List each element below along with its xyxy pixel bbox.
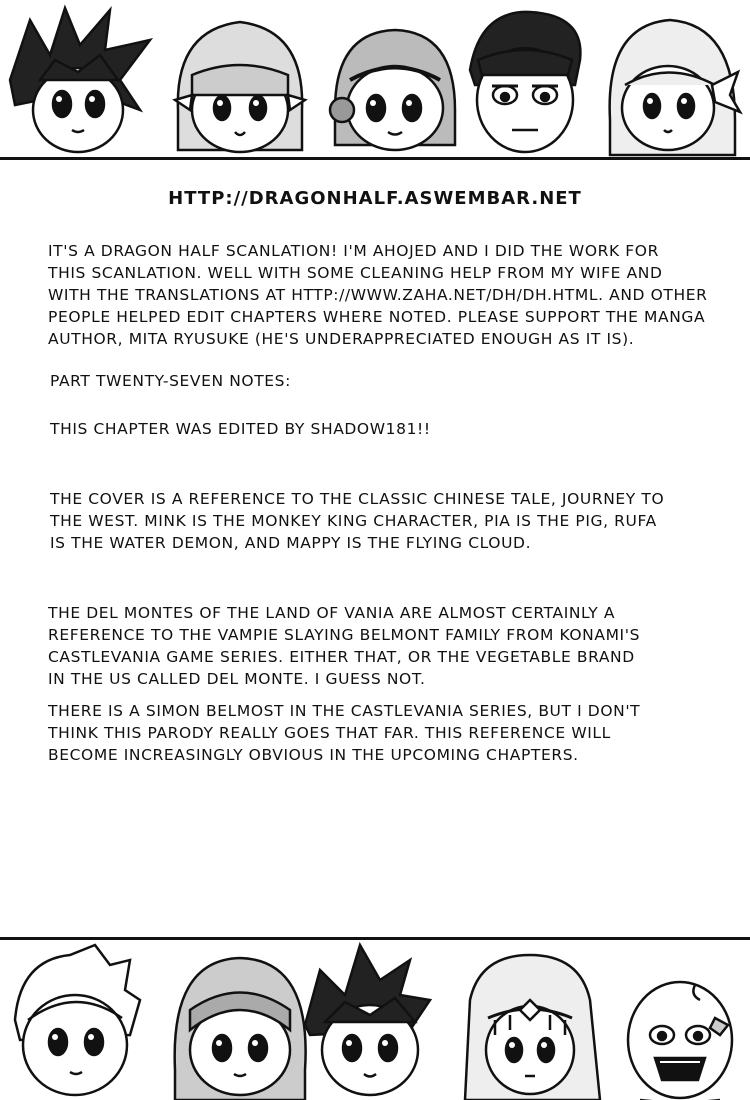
ribbon-girl-face-icon xyxy=(610,20,740,155)
intro-paragraph: IT'S A DRAGON HALF SCANLATION! I'M AHOJED AND I DID THE WORK FOR THIS SCANLATION. WELL WITH SOME CLEANING HELP FROM MY WIFE AND WITH THE TRANSLATIONS AT HTTP://WWW.ZAHA.NET/DH/DH.HTML. AND OTHER PEOPLE HELPED EDIT CHAPTERS WHERE NOTED. PLEASE SUPPORT THE MANGA AUTHOR, MITA RYUSUKE (HE'S UNDERAPPRECIATED ENOUGH AS IT IS). xyxy=(48,242,708,348)
del-monte-paragraph: THE DEL MONTES OF THE LAND OF VANIA ARE ALMOST CERTAINLY A REFERENCE TO THE VAMPIE SLAYING BELMONT FAMILY FROM KONAMI'S CASTLEVANIA GAME SERIES. EITHER THAT, OR THE VEGETABLE BRAND IN THE US CALLED DEL MONTE. I GUESS NOT. xyxy=(48,604,641,688)
spiky-hair-boy-face-icon xyxy=(10,8,150,152)
spiky-hair-boy-face-icon xyxy=(305,945,430,1095)
simon-belmost-paragraph: THERE IS A SIMON BELMOST IN THE CASTLEVANIA SERIES, BUT I DON'T THINK THIS PARODY REALLY GOES THAT FAR. THIS REFERENCE WILL BECOME INCREASINGLY OBVIOUS IN THE UPCOMING CHAPTERS. xyxy=(48,702,641,764)
editor-credit-paragraph: THIS CHAPTER WAS EDITED BY SHADOW181!! xyxy=(50,420,431,438)
wavy-hair-girl-face-icon xyxy=(175,958,306,1100)
helmet-girl-face-icon xyxy=(330,30,455,150)
site-url-heading: HTTP://DRAGONHALF.ASWEMBAR.NET xyxy=(168,188,582,209)
cover-reference-paragraph: THE COVER IS A REFERENCE TO THE CLASSIC CHINESE TALE, JOURNEY TO THE WEST. MINK IS THE MONKEY KING CHARACTER, PIA IS THE PIG, RUFA IS THE WATER DEMON, AND MAPPY IS THE FLYING CLOUD. xyxy=(50,490,665,552)
long-hair-elf-face-icon xyxy=(465,955,600,1100)
elf-girl-face-icon xyxy=(175,22,305,152)
notes-heading: PART TWENTY-SEVEN NOTES: xyxy=(50,372,291,390)
top-character-strip xyxy=(0,0,750,160)
curly-hair-boy-face-icon xyxy=(15,945,140,1095)
bottom-character-strip xyxy=(0,940,750,1100)
top-divider-rule xyxy=(0,157,750,160)
bored-man-face-icon xyxy=(470,12,580,152)
bald-man-face-icon xyxy=(628,982,732,1100)
